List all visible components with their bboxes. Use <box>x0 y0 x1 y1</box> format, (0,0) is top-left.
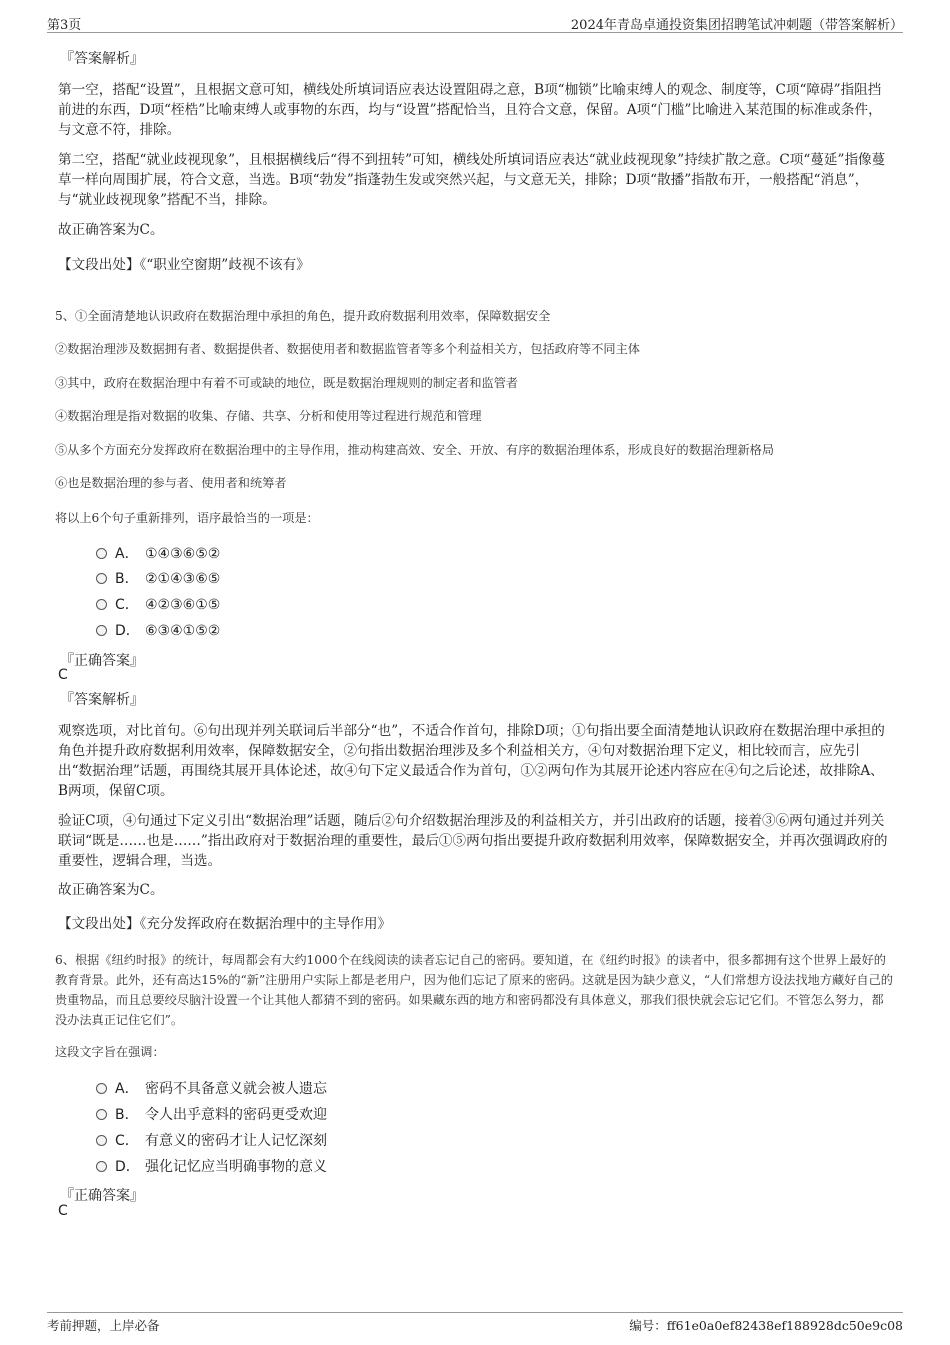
analysis-label: 『答案解析』 <box>60 692 144 708</box>
radio-button[interactable] <box>96 1135 107 1146</box>
question-6-stem: 6、根据《纽约时报》的统计，每周都会有大约1000个在线阅读的读者忘记自己的密码。要知道，在《纽约时报》的读者中，很多都拥有这个世界上最好的教育背景。此外，还有高达15%的“新”注册用户实际上都是老用户，因为他们忘记了原来的密码。这就是因为缺少意义，“人们常想方设法找地方藏好自己的贵重物品，而且总要绞尽脑汁设置一个让其他人都猜不到的密码。如果藏东西的地方和密码都没有具体意义，那我们很快就会忘记它们。不管怎么努力，都没办法真正记住它们”。 <box>55 953 893 1027</box>
correct-answer: C <box>58 667 68 683</box>
analysis-paragraph: 第二空，搭配“就业歧视现象”，且根据横线后“得不到扭转”可知，横线处所填词语应表达“就业歧视现象”持续扩散之意。C项“蔓延”指像蔓草一样向周围扩展，符合文意，当选。B项“勃发”指蓬勃生发或突然兴起，与文意无关，排除；D项“散播”指散布开，一般搭配“消息”，与“就业歧视现象”搭配不当，排除。 <box>58 152 886 208</box>
document-id: 编号：ff61e0a0ef82438ef188928dc50e9c08 <box>629 1318 903 1333</box>
correct-answer: C <box>58 1203 68 1219</box>
option-a[interactable]: A． ①④③⑥⑤② <box>96 544 220 564</box>
question-6-prompt: 这段文字旨在强调： <box>55 1045 165 1059</box>
source-text: 【文段出处】《充分发挥政府在数据治理中的主导作用》 <box>58 916 392 932</box>
analysis-paragraph: 观察选项，对比首句。⑥句出现并列关联词后半部分“也”，不适合作首句，排除D项；①句指出要全面清楚地认识政府在数据治理中承担的角色并提升政府数据利用效率，保障数据安全，②句指出数据治理涉及多个利益相关方，④句对数据治理下定义，相比较而言，应先引出“数据治理”话题，再围绕其展开具体论述，故④句下定义最适合作为首句，①②两句作为其展开论述内容应在④句之后论述，故排除A、B两项，保留C项。 <box>58 723 885 799</box>
answer-label: 『正确答案』 <box>60 1188 144 1204</box>
option-d[interactable]: D． ⑥③④①⑤② <box>96 621 220 641</box>
page-footer <box>47 1312 903 1335</box>
radio-button[interactable] <box>96 1083 107 1094</box>
footer-slogan: 考前押题，上岸必备 <box>47 1318 160 1333</box>
conclusion-text: 故正确答案为C。 <box>58 222 164 238</box>
answer-label: 『正确答案』 <box>60 653 144 669</box>
option-a[interactable]: A． 密码不具备意义就会被人遗忘 <box>96 1079 327 1099</box>
document-title: 2024年青岛卓通投资集团招聘笔试冲刺题（带答案解析） <box>570 18 903 33</box>
option-b[interactable]: B． ②①④③⑥⑤ <box>96 569 220 589</box>
option-d[interactable]: D． 强化记忆应当明确事物的意义 <box>96 1157 327 1177</box>
radio-button[interactable] <box>96 1161 107 1172</box>
question-5-sentence: ④数据治理是指对数据的收集、存储、共享、分析和使用等过程进行规范和管理 <box>55 409 482 423</box>
option-c[interactable]: C． 有意义的密码才让人记忆深刻 <box>96 1131 327 1151</box>
analysis-paragraph: 第一空，搭配“设置”，且根据文意可知，横线处所填词语应表达设置阻碍之意，B项“枷锁”比喻束缚人的观念、制度等，C项“障碍”指阻挡前进的东西，D项“桎梏”比喻束缚人或事物的东西，均与“设置”搭配恰当，且符合文意，保留。A项“门槛”比喻进入某范围的标准或条件，与文意不符，排除。 <box>58 82 882 138</box>
radio-button[interactable] <box>96 548 107 559</box>
conclusion-text: 故正确答案为C。 <box>58 882 164 898</box>
radio-button[interactable] <box>96 599 107 610</box>
option-b[interactable]: B． 令人出乎意料的密码更受欢迎 <box>96 1105 327 1125</box>
question-5-sentence: ②数据治理涉及数据拥有者、数据提供者、数据使用者和数据监管者等多个利益相关方，包括政府等不同主体 <box>55 342 640 356</box>
radio-button[interactable] <box>96 573 107 584</box>
page-number: 第3页 <box>47 18 82 33</box>
radio-button[interactable] <box>96 625 107 636</box>
analysis-paragraph: 验证C项，④句通过下定义引出“数据治理”话题，随后②句介绍数据治理涉及的利益相关方，并引出政府的话题，接着③⑥两句通过并列关联词“既是……也是……”指出政府对于数据治理的重要性，最后①⑤两句指出要提升政府数据利用效率，保障数据安全，并再次强调政府的重要性，逻辑合理，当选。 <box>58 813 888 869</box>
question-5-sentence: ③其中，政府在数据治理中有着不可或缺的地位，既是数据治理规则的制定者和监管者 <box>55 376 519 390</box>
question-5-prompt: 将以上6个句子重新排列，语序最恰当的一项是： <box>55 511 319 525</box>
option-c[interactable]: C． ④②③⑥①⑤ <box>96 595 220 615</box>
question-5-sentence: ⑤从多个方面充分发挥政府在数据治理中的主导作用，推动构建高效、安全、开放、有序的数据治理体系，形成良好的数据治理新格局 <box>55 443 775 457</box>
radio-button[interactable] <box>96 1109 107 1120</box>
source-text: 【文段出处】《“职业空窗期”歧视不该有》 <box>58 257 310 273</box>
analysis-label: 『答案解析』 <box>60 51 144 67</box>
question-5-sentence: 5、①全面清楚地认识政府在数据治理中承担的角色，提升政府数据利用效率，保障数据安全 <box>55 309 551 323</box>
question-5-sentence: ⑥也是数据治理的参与者、使用者和统筹者 <box>55 476 287 490</box>
page-header <box>47 12 903 33</box>
